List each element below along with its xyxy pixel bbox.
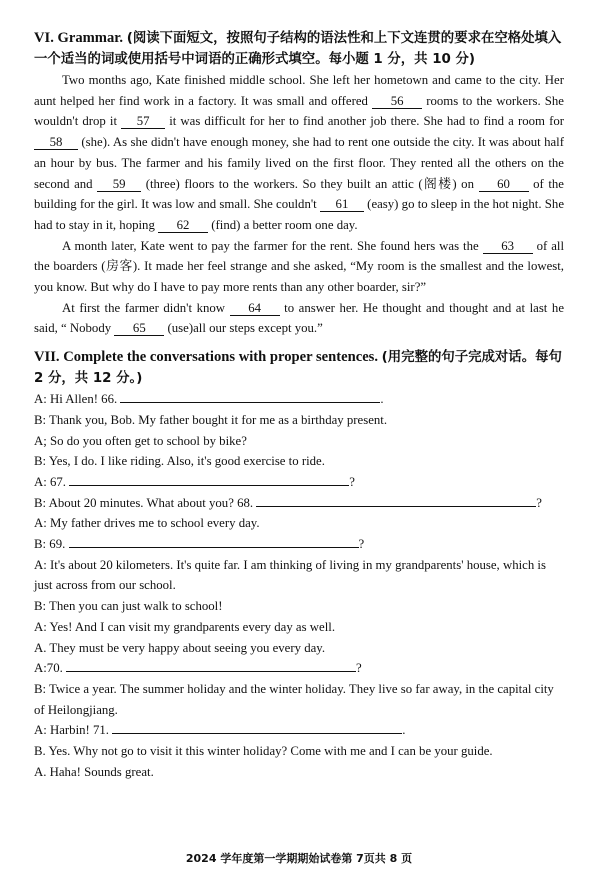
conv-line-13 [34, 658, 564, 679]
conversation [34, 389, 564, 782]
blank-60[interactable]: 60 [479, 177, 529, 192]
conv-line-10 [34, 596, 564, 617]
passage-text: A month later, Kate went to pay the farmer for the rent. She found hers was the [62, 238, 483, 253]
conv-line-3 [34, 431, 564, 452]
answer-blank-68[interactable] [256, 493, 536, 507]
blank-61[interactable]: 61 [320, 197, 364, 212]
blank-58[interactable]: 58 [34, 135, 78, 150]
conv-line-14 [34, 679, 564, 720]
passage-text: of all the boarders (房客). It made her feel strange and she asked, “My room is the smallest and the lowest, you know. But why do I have to pay more rents than any other boarder, sir?” [34, 238, 564, 295]
conv-line-4 [34, 451, 564, 472]
conv-end: . [402, 723, 406, 738]
conv-text: A: Yes! And I can visit my grandparents every day as well. [34, 619, 336, 634]
section-7-title [34, 347, 564, 389]
answer-blank-69[interactable] [69, 534, 359, 548]
conv-text: B: About 20 minutes. What about you? 68. [34, 495, 257, 510]
conv-text: A: 67. [34, 474, 70, 489]
conv-text: B: 69. [34, 537, 69, 552]
answer-blank-67[interactable] [69, 472, 349, 486]
section-6-title-en: VI. Grammar. [34, 30, 124, 46]
answer-blank-71[interactable] [112, 720, 402, 734]
blank-56[interactable]: 56 [372, 94, 422, 109]
conv-line-12 [34, 638, 564, 659]
section-6-title [34, 28, 564, 70]
conv-text: B: Then you can just walk to school! [34, 599, 223, 614]
conv-text: A:70. [34, 661, 66, 676]
conv-end: ? [356, 661, 362, 676]
conv-end: ? [536, 495, 542, 510]
passage-text: of the building for the girl. It was low and small. She couldn't [34, 176, 564, 212]
answer-blank-70[interactable] [66, 658, 356, 672]
conv-text: A: Harbin! 71. [34, 723, 113, 738]
passage-text: (use)all our steps except you.” [164, 321, 323, 336]
grammar-paragraph-2 [34, 236, 564, 298]
conv-line-17 [34, 762, 564, 783]
conv-text: A: My father drives me to school every day. [34, 516, 260, 531]
blank-59[interactable]: 59 [97, 177, 141, 192]
passage-text: (she). As she didn't have enough money, she had to rent one outside the city. It was about half an hour by bus. The farmer and his family lived on the first floor. They rented all the others on the second and [34, 135, 564, 191]
passage-text: (find) a better room one day. [208, 217, 358, 232]
blank-62[interactable]: 62 [158, 218, 208, 233]
conv-line-6 [34, 493, 564, 514]
conv-end: ? [349, 474, 355, 489]
conv-end: ? [358, 537, 365, 552]
conv-text: A. Haha! Sounds great. [34, 764, 154, 779]
conv-line-9 [34, 555, 564, 596]
conv-text: A: It's about 20 kilometers. It's quite far. I am thinking of living in my grandparents' house, which is just across from our school. [34, 557, 546, 593]
passage-text: (three) floors to the workers. So they built an attic (阁楼) on [141, 176, 479, 191]
passage-text: rooms to the workers. She wouldn't drop it [34, 93, 564, 129]
passage-text: (easy) go to sleep in the hot night. She had to stay in it, hoping [34, 197, 564, 232]
conv-text: A: Hi Allen! 66. [34, 392, 121, 407]
conv-text: B: Yes, I do. I like riding. Also, it's good exercise to ride. [34, 454, 325, 469]
conv-line-7 [34, 513, 564, 534]
conv-line-5 [34, 472, 564, 493]
passage-text: At first the farmer didn't know [62, 300, 230, 315]
conv-text: B: Twice a year. The summer holiday and the winter holiday. They live so far away, in the capital city of Heilongjiang. [34, 681, 554, 717]
conv-text: A; So do you often get to school by bike? [34, 433, 247, 448]
conv-line-15 [34, 720, 564, 741]
conv-text: B. Yes. Why not go to visit it this winter holiday? Come with me and I can be your guide. [34, 744, 493, 759]
answer-blank-66[interactable] [120, 389, 380, 403]
blank-63[interactable]: 63 [483, 239, 533, 254]
grammar-paragraph-1 [34, 70, 564, 236]
conv-line-11 [34, 617, 564, 638]
grammar-paragraph-3 [34, 298, 564, 339]
page-footer: 2024 学年度第一学期期始试卷第 7页共 8 页 [185, 852, 413, 865]
blank-65[interactable]: 65 [114, 321, 164, 336]
conv-line-8 [34, 534, 564, 555]
section-7-title-zh: (用完整的句子完成对话。每句 2 分，共 12 分。) [34, 350, 562, 387]
section-7-title-en: VII. Complete the conversations with proper sentences. [34, 349, 379, 366]
conv-text: A. They must be very happy about seeing you every day. [34, 640, 326, 655]
passage-text: Two months ago, Kate finished middle school. She left her hometown and came to the city. Her aunt helped her find work in a factory. It was small and offered [34, 73, 564, 108]
conv-end: . [380, 392, 384, 407]
conv-text: B: Thank you, Bob. My father bought it for me as a birthday present. [34, 412, 388, 427]
conv-line-1 [34, 389, 564, 410]
passage-text: to answer her. He thought and thought and at last he said, “ Nobody [34, 300, 565, 336]
blank-64[interactable]: 64 [230, 301, 280, 316]
conv-line-2 [34, 410, 564, 431]
conv-line-16 [34, 741, 564, 762]
section-6-title-zh: (阅读下面短文，按照句子结构的语法性和上下文连贯的要求在空格处填入一个适当的词或使用括号中词语的正确形式填空。每小题 1 分，共 10 分) [34, 31, 562, 67]
passage-text: it was difficult for her to find another job there. She had to find a room for [165, 114, 564, 129]
blank-57[interactable]: 57 [121, 114, 165, 129]
